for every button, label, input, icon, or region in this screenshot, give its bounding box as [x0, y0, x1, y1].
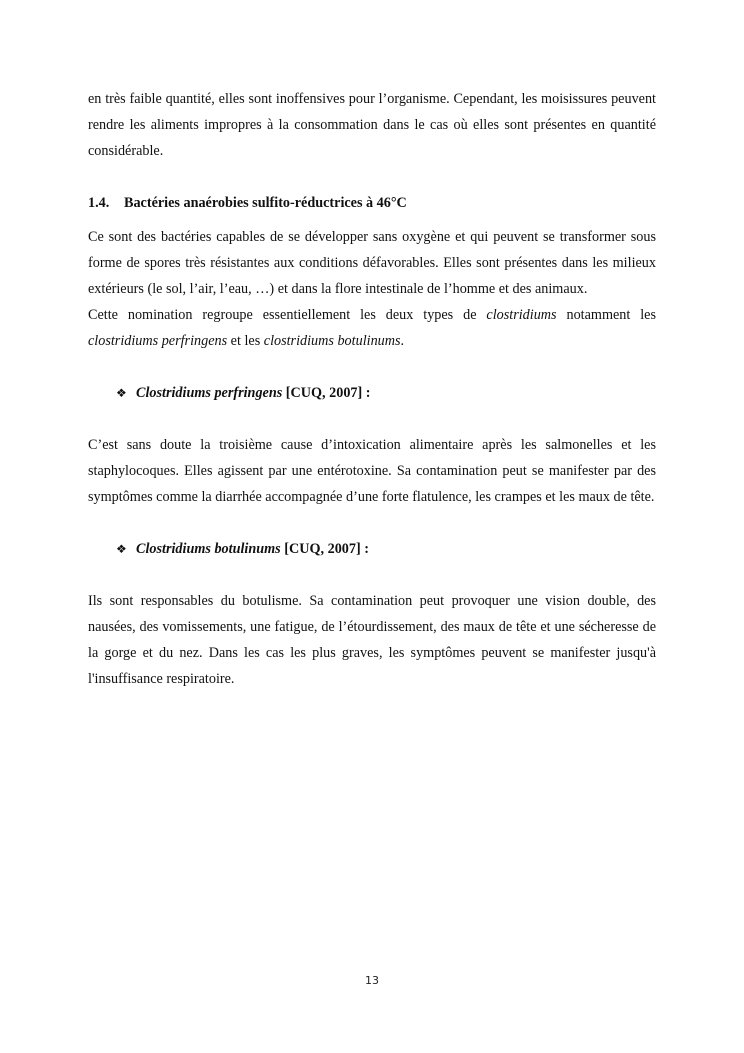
paragraph-botulinums: Ils sont responsables du botulisme. Sa contamination peut provoquer une vision double, des nausées, des vomissements, une fatigue, de l’étourdissement, des maux de tête et une sécheresse de la gorge et du nez. Dans les cas les plus graves, les symptômes peuvent se manifester jusqu'à l'insuffisance respiratoire.	[88, 593, 656, 687]
term-clostridiums-perfringens: clostridiums perfringens	[88, 333, 228, 349]
nomination-text-before: Cette nomination regroupe essentiellement les deux types de	[88, 307, 487, 323]
nomination-text-middle-1: notamment les	[556, 307, 656, 323]
paragraph-nomination	[88, 302, 656, 354]
subsection-name-botulinums: Clostridiums botulinums	[136, 541, 281, 557]
intro-paragraph: en très faible quantité, elles sont inoffensives pour l’organisme. Cependant, les moisissures peuvent rendre les aliments impropres à la consommation dans le cas où elles sont présentes en quantité considérable.	[88, 91, 656, 159]
subsection-heading-perfringens	[88, 380, 656, 406]
diamond-bullet-icon: ❖	[116, 386, 127, 400]
subsection-name-perfringens: Clostridiums perfringens	[136, 385, 283, 401]
document-page	[88, 86, 656, 692]
subsection-ref-perfringens: [CUQ, 2007] :	[282, 385, 371, 401]
nomination-text-middle-2: et les	[227, 333, 264, 349]
section-heading	[88, 190, 656, 216]
paragraph-perfringens: C’est sans doute la troisième cause d’intoxication alimentaire après les salmonelles et les staphylocoques. Elles agissent par une entérotoxine. Sa contamination peut se manifester par des symptômes comme la diarrhée accompagnée d’une forte flatulence, les crampes et les maux de tête.	[88, 437, 656, 505]
section-title: Bactéries anaérobies sulfito-réductrices à 46°C	[124, 195, 407, 211]
nomination-text-end: .	[400, 333, 405, 349]
paragraph-description: Ce sont des bactéries capables de se développer sans oxygène et qui peuvent se transformer sous forme de spores très résistantes aux conditions défavorables. Elles sont présentes dans les milieux extérieurs (le sol, l’air, l’eau, …) et dans la flore intestinale de l’homme et des animaux.	[88, 229, 656, 297]
diamond-bullet-icon: ❖	[116, 542, 127, 556]
section-number: 1.4.	[88, 195, 110, 211]
term-clostridiums: clostridiums	[486, 307, 557, 323]
page-number: 13	[365, 974, 379, 987]
term-clostridiums-botulinums: clostridiums botulinums	[263, 333, 401, 349]
subsection-heading-botulinums	[88, 536, 656, 562]
subsection-ref-botulinums: [CUQ, 2007] :	[280, 541, 369, 557]
